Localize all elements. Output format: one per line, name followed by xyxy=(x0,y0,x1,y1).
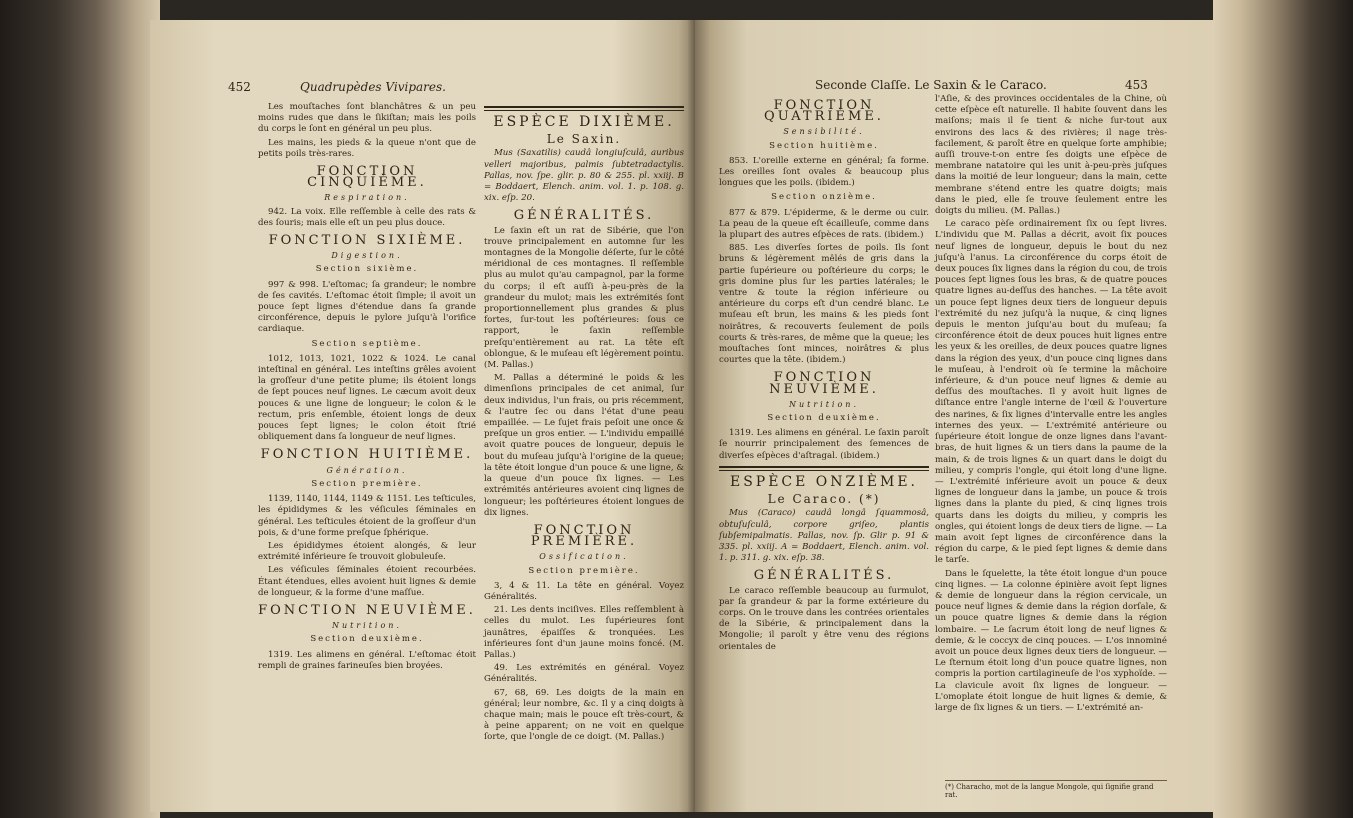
page-number-right: 453 xyxy=(1125,78,1148,92)
left-page xyxy=(150,20,695,812)
section-heading: Section huitième. xyxy=(769,140,879,151)
right-page-stack xyxy=(1213,0,1353,818)
section-heading: Section deuxième. xyxy=(767,413,881,424)
section-heading: Section septième. xyxy=(311,338,423,349)
generalities-heading: GÉNÉRALITÉS. xyxy=(753,568,895,584)
paragraph: 49. Les extrémités en général. Voyez Généralités. xyxy=(484,663,684,685)
paragraph: Les véſicules ſéminales étoient recourbées. Étant étendues, elles avoient huit lignes & demie de longueur, & la forme d'une maſſue. xyxy=(258,565,476,598)
paragraph: Les mains, les pieds & la queue n'ont que de petits poils très-rares. xyxy=(258,137,476,159)
left-column-2 xyxy=(484,102,684,746)
right-page xyxy=(695,20,1215,812)
paragraph: l'Aſie, & des provinces occidentales de la Chine, où cette eſpèce eſt naturelle. Il habite ſouvent dans les maiſons; mais il ſe tient & niche ſur-tout aux environs des lacs & des rivières; il nage très-facilement, & paroît être en quelque ſorte amphibie; auſſi trouve-t-on entre ſes doigts une eſpèce de membrane natatoire qui les unit à-peu-près juſques dans la moitié de leur longueur; dans la main, cette membrane s'étend entre les quatre doigts; mais dans le pied, elle ſe trouve ſeulement entre les doigts du milieu. (M. Pallas.) xyxy=(935,94,1167,217)
paragraph: Les mouſtaches ſont blanchâtres & un peu moins rudes que dans le ſikiſtan; mais les poils du corps le ſont en général un peu plus. xyxy=(258,102,476,135)
function-subheading: Digestion. xyxy=(331,251,403,261)
section-heading: Section sixième. xyxy=(315,264,419,275)
species-heading: ESPÈCE ONZIÈME. xyxy=(729,473,919,490)
paragraph: Le ſaxin eſt un rat de Sibérie, que l'on trouve principalement en automne ſur les montagnes de la Mongolie déſerte, ſur le côté méridional de ces montagnes. Il reſſemble plus au mulot qu'au campagnol, par la forme du corps; il eſt auſſi à-peu-près de la grandeur du mulot; mais les extrémités ſont proportionnellement plus grandes & plus fortes, ſur-tout les poſtérieures: ſous ce rapport, le ſaxin reſſemble preſqu'entièrement au rat. La tête eſt oblongue, & le muſeau eſt légèrement pointu. (M. Pallas.) xyxy=(484,225,684,371)
function-subheading: Sensibilité. xyxy=(783,127,865,137)
paragraph: 1139, 1140, 1144, 1149 & 1151. Les teſticules, les épididymes & les véſicules ſéminales en général. Les teſticules étoient de la groſſeur d'un pois, & d'une forme preſque ſphérique. xyxy=(258,494,476,538)
paragraph: 885. Les diverſes ſortes de poils. Ils ſont bruns & légèrement mêlés de gris dans la partie ſupérieure ou poſtérieure du corps; le gris domine plus ſur les parties latérales; le ventre & toute la région inférieure ou antérieure du corps eſt d'un cendré blanc. Le muſeau eſt brun, les mains & les pieds ſont noirâtres, & recouverts ſeulement de poils courts & très-rares, de même que la queue; les mouſtaches ſont minces, noirâtres & plus courtes que la tête. (ibidem.) xyxy=(719,243,929,366)
paragraph: 21. Les dents inciſives. Elles reſſemblent à celles du mulot. Les ſupérieures ſont jaunâtres, épaiſſes & tronquées. Les inférieures ſont d'un jaune moins foncé. (M. Pallas.) xyxy=(484,605,684,660)
paragraph: Les épididymes étoient alongés, & leur extrémité inférieure ſe trouvoit globuleuſe. xyxy=(258,540,476,563)
section-heading: Section onzième. xyxy=(771,192,877,203)
running-head-right: Seconde Claſſe. Le Saxin & le Caraco. xyxy=(815,78,1047,92)
function-subheading: Respiration. xyxy=(324,193,410,203)
paragraph: 942. La voix. Elle reſſemble à celle des rats & des ſouris; mais elle eſt un peu plus douce. xyxy=(258,206,476,228)
function-subheading: Génération. xyxy=(326,465,408,475)
left-column-1 xyxy=(258,102,476,674)
paragraph: 853. L'oreille externe en général; ſa forme. Les oreilles ſont ovales & beaucoup plus longues que les poils. (ibidem.) xyxy=(719,155,929,189)
paragraph: 1319. Les alimens en général. L'eſtomac étoit rempli de graines farineuſes bien broyées. xyxy=(258,649,476,671)
section-rule xyxy=(719,466,929,471)
paragraph: 997 & 998. L'eſtomac; ſa grandeur; le nombre de ſes cavités. L'eſtomac étoit ſimple; il avoit un pouce ſept lignes d'étendue dans ſa grande circonférence, depuis le pylore juſqu'à l'orifice cardiaque. xyxy=(258,279,476,335)
function-heading: FONCTION NEUVIÈME. xyxy=(258,602,476,618)
function-subheading: Nutrition. xyxy=(331,621,403,631)
function-heading: FONCTION SIXIÈME. xyxy=(268,233,466,249)
function-heading: FONCTION PREMIÈRE. xyxy=(530,522,638,550)
running-head-left: Quadrupèdes Vivipares. xyxy=(300,80,446,94)
paragraph: Dans le ſquelette, la tête étoit longue d'un pouce cinq lignes. — La colonne épinière avoit ſept lignes & demie de longueur dans la région cervicale, un pouce neuf lignes & demie dans la région dorſale, & un pouce quatre lignes & demie dans la région lombaire. — Le ſacrum étoit long de neuf lignes & demie, & le coccyx de cinq pouces. — L'os innominé avoit un pouce deux lignes deux tiers de longueur. — Le ſternum étoit long d'un pouce quatre lignes, non compris la portion cartilagineuſe de l'os xyphoïde. — La clavicule avoit ſix lignes de longueur. — L'omoplate étoit longue de huit lignes & demie, & large de ſix lignes & un tiers. — L'extrémité an- xyxy=(935,568,1167,713)
function-heading: FONCTION NEUVIÈME. xyxy=(769,370,879,397)
paragraph: Mus (Caraco) caudâ longâ ſquammosâ, obtuſuſculâ, corpore griſeo, plantis ſubſemipalmatis. Pallas, nov. ſp. Glir p. 91 & 335. pl. xxiij. A = Boddaert, Elench. anim. vol. 1. p. 311. g. xix. eſp. 38. xyxy=(719,508,929,564)
page-number-left: 452 xyxy=(228,80,251,94)
paragraph: 877 & 879. L'épiderme, & le derme ou cuir. La peau de la queue eſt écailleuſe, comme dans la plupart des autres eſpèces de rats. (ibidem.) xyxy=(719,207,929,241)
section-rule xyxy=(484,106,684,111)
paragraph: M. Pallas a déterminé le poids & les dimenſions principales de cet animal, ſur deux individus, l'un frais, ou pris récemment, & l'autre ſec ou dans l'état d'une peau empaillée. — Le ſujet frais peſoit une once & preſque un gros entier. — L'individu empaillé avoit quatre pouces de longueur, depuis le bout du muſeau juſqu'à l'origine de la queue; la tête étoit longue d'un pouce & une ligne, & la queue d'un pouce ſix lignes. — Les extrémités antérieures avoient cinq lignes de longueur; les poſtérieures étoient longues de dix lignes. xyxy=(484,373,684,518)
function-heading: FONCTION HUITIÈME. xyxy=(260,447,474,463)
section-heading: Section deuxième. xyxy=(310,634,424,645)
section-heading: Section première. xyxy=(528,565,640,576)
paragraph: Le caraco reſſemble beaucoup au ſurmulot, par ſa grandeur & par la forme extérieure du corps. On le trouve dans les contrées orientales de la Sibérie, & principalement dans la Mongolie; il paroît y être venu des régions orientales de xyxy=(719,585,929,652)
right-column-2 xyxy=(935,94,1167,716)
paragraph: Mus (Saxatilis) caudâ longiuſculâ, auribus velleri majoribus, palmis ſubtetradactylis. Pallas, nov. ſpe. glir. p. 80 & 255. pl. xxiij. B = Boddaert, Elench. anim. vol. 1. p. 108. g. xix. eſp. 20. xyxy=(484,148,684,204)
function-subheading: Nutrition. xyxy=(788,399,860,409)
species-name: Le Caraco. (*) xyxy=(767,492,881,507)
paragraph: 67, 68, 69. Les doigts de la main en général; leur nombre, &c. Il y a cinq doigts à chaque main; mais le pouce eſt très-court, & à peine apparent; on ne voit en quelque ſorte, que l'ongle de ce doigt. (M. Pallas.) xyxy=(484,687,684,743)
section-heading: Section première. xyxy=(311,478,423,489)
paragraph: 1319. Les alimens en général. Le ſaxin paroît ſe nourrir principalement des ſemences de diverſes eſpèces d'aſtragal. (ibidem.) xyxy=(719,428,929,461)
right-column-1 xyxy=(719,94,929,655)
footnote: (*) Characho, mot de la langue Mongole, qui ſignifie grand rat. xyxy=(945,780,1167,799)
paragraph: 3, 4 & 11. La tête en général. Voyez Généralités. xyxy=(484,580,684,602)
species-name: Le Saxin. xyxy=(546,132,622,147)
function-heading: FONCTION CINQUIÈME. xyxy=(307,164,427,191)
paragraph: Le caraco pèſe ordinairement ſix ou ſept livres. L'individu que M. Pallas a décrit, avoit ſix pouces neuf lignes de longueur, depuis le bout du nez juſqu'à l'anus. La circonférence du corps étoit de deux pouces ſix lignes dans la région du cou, de trois pouces ſept lignes ſous les bras, & de quatre pouces quatre lignes au-deſſus des hanches. — La tête avoit un pouce ſept lignes deux tiers de longueur depuis l'extrémité du nez juſqu'à la nuque, & cinq lignes depuis le menton juſqu'au bout du muſeau; ſa circonférence étoit de deux pouces huit lignes entre les yeux & les oreilles, de deux pouces quatre lignes dans la région des yeux, d'un pouce cinq lignes dans le muſeau, à l'endroit où ſe termine la mâchoire inférieure, & d'un pouce neuf lignes & demie au deſſus des mouſtaches. Il y avoit huit lignes de diſtance entre l'angle interne de l'œil & l'ouverture des narines, & ſix lignes d'intervalle entre les angles internes des yeux. — L'extrémité antérieure ou ſupérieure étoit longue de onze lignes dans l'avant-bras, de huit lignes & un tiers dans la paume de la main, & de trois lignes & un quart dans le doigt du milieu, y compris l'ongle, qui étoit long d'une ligne. — L'extrémité inférieure avoit un pouce & deux lignes de longueur dans la jambe, un pouce & trois lignes dans la plante du pied, & cinq lignes trois quarts dans les doigts du milieu, y compris les ongles, qui étoient longs de deux tiers de ligne. — La main avoit ſept lignes de circonférence dans la région du carpe, & le pied ſept lignes & demie dans le tarſe. xyxy=(935,219,1167,566)
left-page-stack xyxy=(0,0,160,818)
function-subheading: Ossification. xyxy=(539,552,629,562)
species-heading: ESPÈCE DIXIÈME. xyxy=(493,114,675,130)
generalities-heading: GÉNÉRALITÉS. xyxy=(513,208,655,224)
paragraph: 1012, 1013, 1021, 1022 & 1024. Le canal inteſtinal en général. Les inteſtins grêles avoient la groſſeur d'une petite plume; ils étoient longs de ſept pouces neuf lignes. Le cæcum avoit deux pouces & une ligne de longueur; le colon & le rectum, pris enſemble, étoient longs de deux pouces ſept lignes; le colon étoit ſtrié obliquement dans ſa longueur de neuf lignes. xyxy=(258,353,476,443)
function-heading: FONCTION QUATRIÈME. xyxy=(764,98,884,125)
